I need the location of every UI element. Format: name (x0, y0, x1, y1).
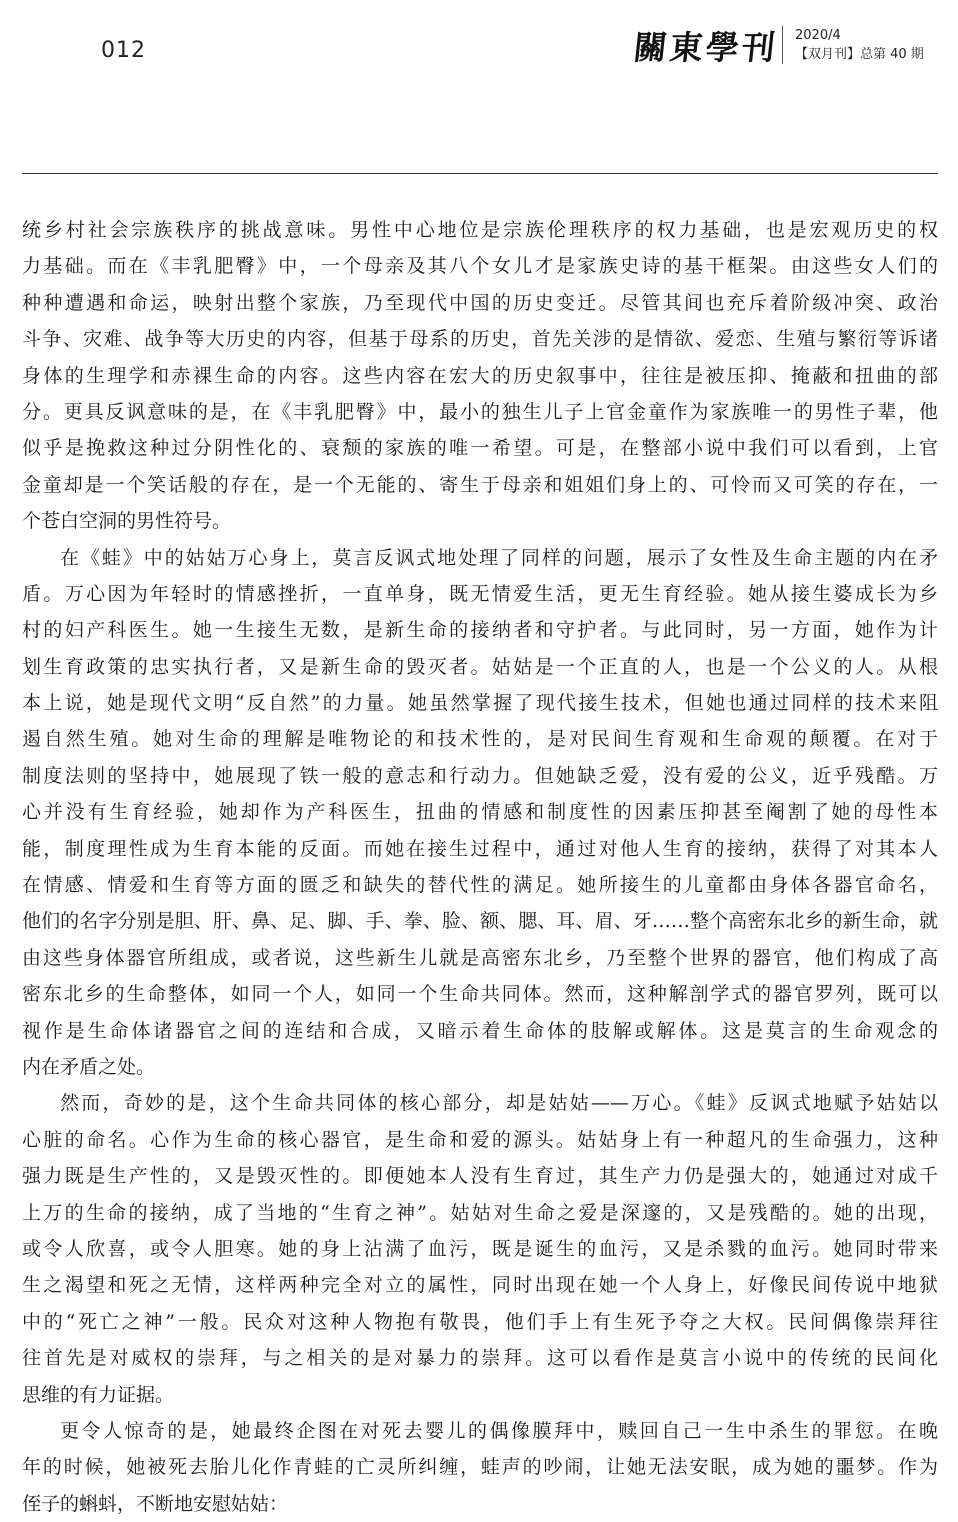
text-line: 内在矛盾之处。 (22, 1055, 156, 1078)
text-line: 斗争、灾难、战争等大历史的内容，但基于母系的历史，首先关涉的是情欲、爱恋、生殖与繁衍等诉诸 (22, 328, 938, 351)
text-line: 他们的名字分别是胆、肝、鼻、足、脚、手、拳、脸、额、腮、耳、眉、牙……整个高密东北乡的新生命，就 (22, 910, 938, 933)
text-line: 遏自然生殖。她对生命的理解是唯物论的和技术性的，是对民间生育观和生命观的颠覆。在对于 (22, 728, 938, 751)
text-line: 心并没有生育经验，她却作为产科医生，扭曲的情感和制度性的因素压抑甚至阉割了她的母性本 (22, 801, 938, 824)
article-body (22, 212, 938, 1522)
text-line: 强力既是生产性的，又是毁灭性的。即便她本人没有生育过，其生产力仍是强大的，她通过对成千 (22, 1165, 938, 1188)
header-rule (22, 173, 938, 174)
text-line: 侄子的蝌蚪，不断地安慰姑姑： (22, 1492, 289, 1515)
text-line: 在《蛙》中的姑姑万心身上，莫言反讽式地处理了同样的问题，展示了女性及生命主题的内在矛 (60, 546, 938, 569)
text-line: 更令人惊奇的是，她最终企图在对死去婴儿的偶像膜拜中，赎回自己一生中杀生的罪愆。在晚 (60, 1419, 938, 1442)
text-line: 个苍白空洞的男性符号。 (22, 510, 232, 533)
text-line: 村的妇产科医生。她一生接生无数，是新生命的接纳者和守护者。与此同时，另一方面，她作为计 (22, 619, 938, 642)
text-line: 盾。万心因为年轻时的情感挫折，一直单身，既无情爱生活，更无生育经验。她从接生婆成长为乡 (22, 582, 938, 605)
text-line: 制度法则的坚持中，她展现了铁一般的意志和行动力。但她缺乏爱，没有爱的公义，近乎残酷。万 (22, 764, 938, 787)
text-line: 力基础。而在《丰乳肥臀》中，一个母亲及其八个女儿才是家族史诗的基干框架。由这些女人们的 (22, 255, 938, 278)
text-line: 种种遭遇和命运，映射出整个家族，乃至现代中国的历史变迁。尽管其间也充斥着阶级冲突、政治 (22, 291, 938, 314)
text-line: 思维的有力证据。 (22, 1383, 175, 1406)
text-line: 密东北乡的生命整体，如同一个人，如同一个生命共同体。然而，这种解剖学式的器官罗列，既可以 (22, 983, 938, 1006)
text-line: 划生育政策的忠实执行者，又是新生命的毁灭者。姑姑是一个正直的人，也是一个公义的人。从根 (22, 655, 938, 678)
header-divider (782, 26, 783, 64)
text-line: 由这些身体器官所组成，或者说，这些新生儿就是高密东北乡，乃至整个世界的器官，他们构成了高 (22, 946, 938, 969)
text-line: 在情感、情爱和生育等方面的匮乏和缺失的替代性的满足。她所接生的儿童都由身体各器官命名， (22, 874, 938, 897)
text-line: 往首先是对威权的崇拜，与之相关的是对暴力的崇拜。这可以看作是莫言小说中的传统的民间化 (22, 1347, 938, 1370)
text-line: 年的时候，她被死去胎儿化作青蛙的亡灵所纠缠，蛙声的吵闹，让她无法安眠，成为她的噩梦。作为 (22, 1456, 938, 1479)
text-line: 上万的生命的接纳，成了当地的“生育之神”。姑姑对生命之爱是深邃的，又是残酷的。她的出现， (22, 1201, 938, 1224)
text-line: 身体的生理学和赤裸生命的内容。这些内容在宏大的历史叙事中，往往是被压抑、掩蔽和扭曲的部 (22, 364, 938, 387)
text-line: 似乎是挽救这种过分阴性化的、衰颓的家族的唯一希望。可是，在整部小说中我们可以看到，上官 (22, 437, 938, 460)
text-line: 然而，奇妙的是，这个生命共同体的核心部分，却是姑姑——万心。《蛙》反讽式地赋予姑姑以 (60, 1092, 938, 1115)
text-line: 心脏的命名。心作为生命的核心器官，是生命和爱的源头。姑姑身上有一种超凡的生命强力，这种 (22, 1128, 938, 1151)
issue-info-block (795, 26, 924, 64)
text-line: 生之渴望和死之无情，这样两种完全对立的属性，同时出现在她一个人身上，好像民间传说中地狱 (22, 1274, 938, 1297)
text-line: 视作是生命体诸器官之间的连结和合成，又暗示着生命体的肢解或解体。这是莫言的生命观念的 (22, 1019, 938, 1042)
text-line: 能，制度理性成为生育本能的反面。而她在接生过程中，通过对他人生育的接纳，获得了对其本人 (22, 837, 938, 860)
text-line: 金童却是一个笑话般的存在，是一个无能的、寄生于母亲和姐姐们身上的、可怜而又可笑的存在，一 (22, 473, 938, 496)
text-line: 或令人欣喜，或令人胆寒。她的身上沾满了血污，既是诞生的血污，又是杀戮的血污。她同时带来 (22, 1237, 938, 1260)
text-line: 统乡村社会宗族秩序的挑战意味。男性中心地位是宗族伦理秩序的权力基础，也是宏观历史的权 (22, 219, 938, 241)
issue-volume: 【双月刊】总第 40 期 (795, 47, 924, 62)
text-line: 本上说，她是现代文明“反自然”的力量。她虽然掌握了现代接生技术，但她也通过同样的技术来阻 (22, 692, 938, 715)
text-line: 中的“死亡之神”一般。民众对这种人物抱有敬畏，他们手上有生死予夺之大权。民间偶像崇拜往 (22, 1310, 938, 1333)
text-line: 分。更具反讽意味的是，在《丰乳肥臀》中，最小的独生儿子上官金童作为家族唯一的男性子辈，他 (22, 400, 938, 423)
journal-title: 關東學刊 (631, 28, 780, 67)
page-number: 012 (101, 38, 146, 63)
issue-date: 2020/4 (795, 28, 841, 43)
